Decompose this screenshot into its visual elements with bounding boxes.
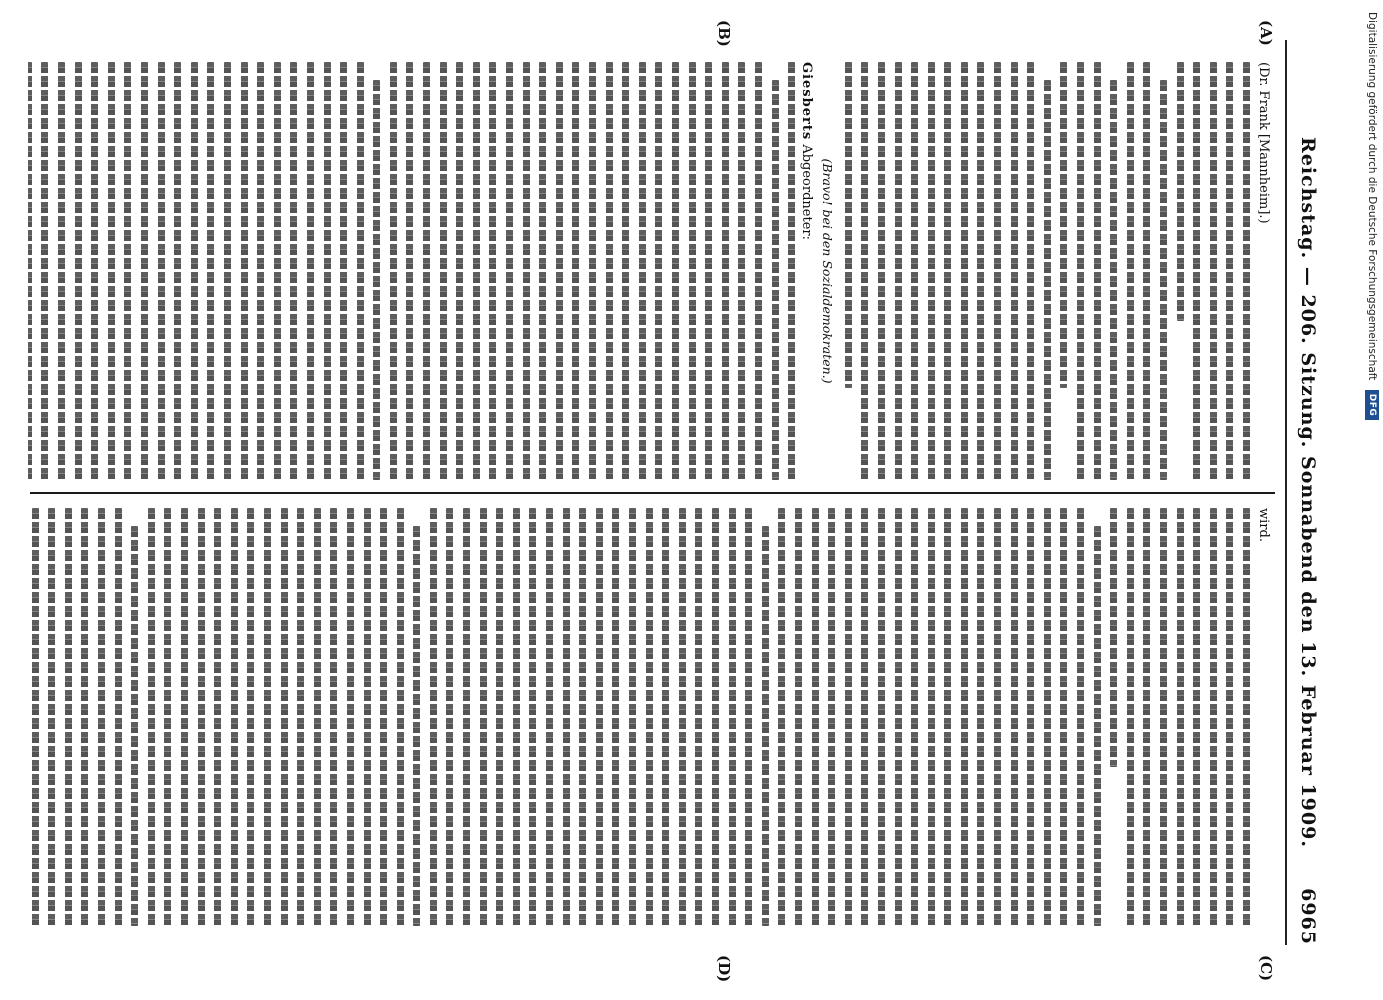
margin-letter-d: (D) <box>715 955 733 983</box>
text-line <box>290 62 297 480</box>
text-line <box>81 508 88 926</box>
text-line <box>523 62 530 480</box>
text-line <box>738 62 745 480</box>
text-line <box>1011 508 1018 926</box>
text-line <box>596 508 603 926</box>
funding-notice-bar <box>1361 0 1383 1000</box>
speaker-role: Abgeordneter: <box>799 144 815 240</box>
text-line <box>712 508 719 926</box>
text-line <box>646 508 653 926</box>
text-line <box>589 62 596 480</box>
text-line <box>1060 62 1067 388</box>
text-line <box>413 526 420 926</box>
text-line <box>75 62 82 480</box>
text-line <box>745 508 752 926</box>
text-line <box>1243 508 1250 926</box>
text-line <box>513 508 520 926</box>
text-line <box>1044 508 1051 926</box>
text-line <box>1060 508 1067 926</box>
text-line <box>978 62 985 480</box>
margin-letter-a: (A) <box>1257 20 1275 46</box>
text-line <box>281 508 288 926</box>
text-line <box>340 62 347 480</box>
text-line <box>257 62 264 480</box>
text-line <box>695 508 702 926</box>
text-line <box>1094 62 1101 480</box>
text-line <box>407 62 414 480</box>
text-line <box>689 62 696 480</box>
continuation-word: wird. <box>1256 508 1271 542</box>
text-line <box>762 526 769 926</box>
text-line <box>1193 62 1200 480</box>
text-line <box>612 508 619 926</box>
text-line <box>131 526 138 926</box>
text-line <box>1177 62 1184 321</box>
text-line <box>1110 508 1117 767</box>
text-line <box>1210 62 1217 480</box>
page-header <box>1285 40 1333 945</box>
stage-direction: (Bravo! bei den Sozialdemokraten.) <box>820 158 836 384</box>
text-line <box>572 62 579 480</box>
margin-letter-b: (B) <box>715 20 733 47</box>
text-line <box>1077 508 1084 926</box>
text-line <box>115 508 122 926</box>
text-line <box>1094 526 1101 926</box>
text-line <box>463 508 470 926</box>
text-line <box>845 62 852 388</box>
text-line <box>91 62 98 480</box>
page-number: 6965 <box>1297 888 1319 945</box>
text-line <box>788 62 795 480</box>
text-line <box>314 508 321 926</box>
text-line <box>662 508 669 926</box>
text-line <box>556 62 563 480</box>
text-line <box>944 62 951 480</box>
text-line <box>795 508 802 926</box>
text-line <box>1027 508 1034 926</box>
text-line <box>65 508 72 926</box>
text-line <box>1193 508 1200 926</box>
text-line <box>357 62 364 480</box>
text-line <box>845 508 852 926</box>
text-line <box>1143 62 1150 480</box>
text-line <box>529 508 536 926</box>
text-line <box>861 62 868 480</box>
text-line <box>191 62 198 480</box>
text-line <box>207 62 214 480</box>
text-line <box>546 508 553 926</box>
text-line <box>1143 508 1150 926</box>
text-line <box>1127 508 1134 926</box>
text-line <box>164 508 171 926</box>
text-line <box>1226 62 1233 480</box>
text-line <box>778 508 785 926</box>
text-line <box>98 508 105 926</box>
text-line <box>895 508 902 926</box>
text-line <box>961 62 968 480</box>
text-line <box>174 62 181 480</box>
text-line <box>1177 508 1184 926</box>
text-line <box>158 62 165 480</box>
text-line <box>198 508 205 926</box>
funding-notice <box>1361 0 1383 1000</box>
text-line <box>928 508 935 926</box>
text-line <box>978 508 985 926</box>
text-line <box>440 62 447 480</box>
speaker-reference: (Dr. Frank [Mannheim].) <box>1256 62 1271 224</box>
page-title: Reichstag. — 206. Sitzung. Sonnabend den 13. Februar 1909. <box>1297 137 1319 848</box>
text-line <box>639 62 646 480</box>
text-line <box>539 62 546 480</box>
text-line <box>423 62 430 480</box>
text-line <box>1210 508 1217 926</box>
text-line <box>274 62 281 480</box>
speaker-line <box>799 62 814 480</box>
text-line <box>772 80 779 480</box>
text-line <box>629 508 636 926</box>
text-line <box>324 62 331 480</box>
text-line <box>705 62 712 480</box>
column-divider <box>30 492 1275 494</box>
text-line <box>489 62 496 480</box>
text-line <box>1077 62 1084 480</box>
text-line <box>911 62 918 480</box>
text-line <box>1127 62 1134 480</box>
text-line <box>480 508 487 926</box>
text-line <box>380 508 387 926</box>
text-line <box>496 508 503 926</box>
text-line <box>895 62 902 480</box>
text-line <box>861 508 868 926</box>
text-line <box>307 62 314 480</box>
text-line <box>1160 508 1167 926</box>
text-line <box>41 62 48 480</box>
text-line <box>1110 80 1117 480</box>
text-line <box>563 508 570 926</box>
text-line <box>231 508 238 926</box>
text-line <box>364 508 371 926</box>
text-line <box>878 62 885 480</box>
text-line <box>961 508 968 926</box>
text-line <box>1011 62 1018 480</box>
text-line <box>124 62 131 480</box>
text-line <box>397 508 404 926</box>
text-line <box>473 62 480 480</box>
funding-text: Digitalisierung gefördert durch die Deutsche Forschungsgemeinschaft <box>1366 12 1378 381</box>
text-line <box>264 508 271 926</box>
left-column <box>28 62 1273 480</box>
text-line <box>48 508 55 926</box>
text-line <box>447 508 454 926</box>
text-line <box>32 508 39 926</box>
text-line <box>755 62 762 480</box>
text-line <box>729 508 736 926</box>
text-line <box>141 62 148 480</box>
text-line <box>994 62 1001 480</box>
text-line <box>28 62 32 480</box>
speaker-name: Giesberts <box>799 62 815 141</box>
text-line <box>430 508 437 926</box>
text-line <box>622 62 629 480</box>
text-line <box>722 62 729 480</box>
text-line <box>1226 508 1233 926</box>
right-column <box>28 508 1273 926</box>
text-line <box>224 62 231 480</box>
text-line <box>214 508 221 926</box>
text-line <box>347 508 354 926</box>
text-line <box>828 508 835 926</box>
text-line <box>58 62 65 480</box>
text-line <box>679 508 686 926</box>
text-line <box>1160 80 1167 480</box>
text-line <box>878 508 885 926</box>
margin-letter-c: (C) <box>1257 955 1275 982</box>
text-line <box>944 508 951 926</box>
text-line <box>606 62 613 480</box>
text-line <box>579 508 586 926</box>
text-line <box>148 508 155 926</box>
text-line <box>297 508 304 926</box>
text-line <box>994 508 1001 926</box>
text-line <box>247 508 254 926</box>
text-line <box>456 62 463 480</box>
text-line <box>506 62 513 480</box>
text-line <box>1044 80 1051 480</box>
text-line <box>655 62 662 480</box>
text-line <box>373 80 380 480</box>
text-line <box>1243 62 1250 480</box>
text-line <box>241 62 248 480</box>
text-line <box>812 508 819 926</box>
text-line <box>928 62 935 480</box>
text-line <box>330 508 337 926</box>
text-line <box>108 62 115 480</box>
dfg-logo: DFG <box>1365 390 1379 421</box>
text-line <box>390 62 397 480</box>
text-line <box>1027 62 1034 480</box>
text-line <box>911 508 918 926</box>
text-line <box>181 508 188 926</box>
text-line <box>672 62 679 480</box>
